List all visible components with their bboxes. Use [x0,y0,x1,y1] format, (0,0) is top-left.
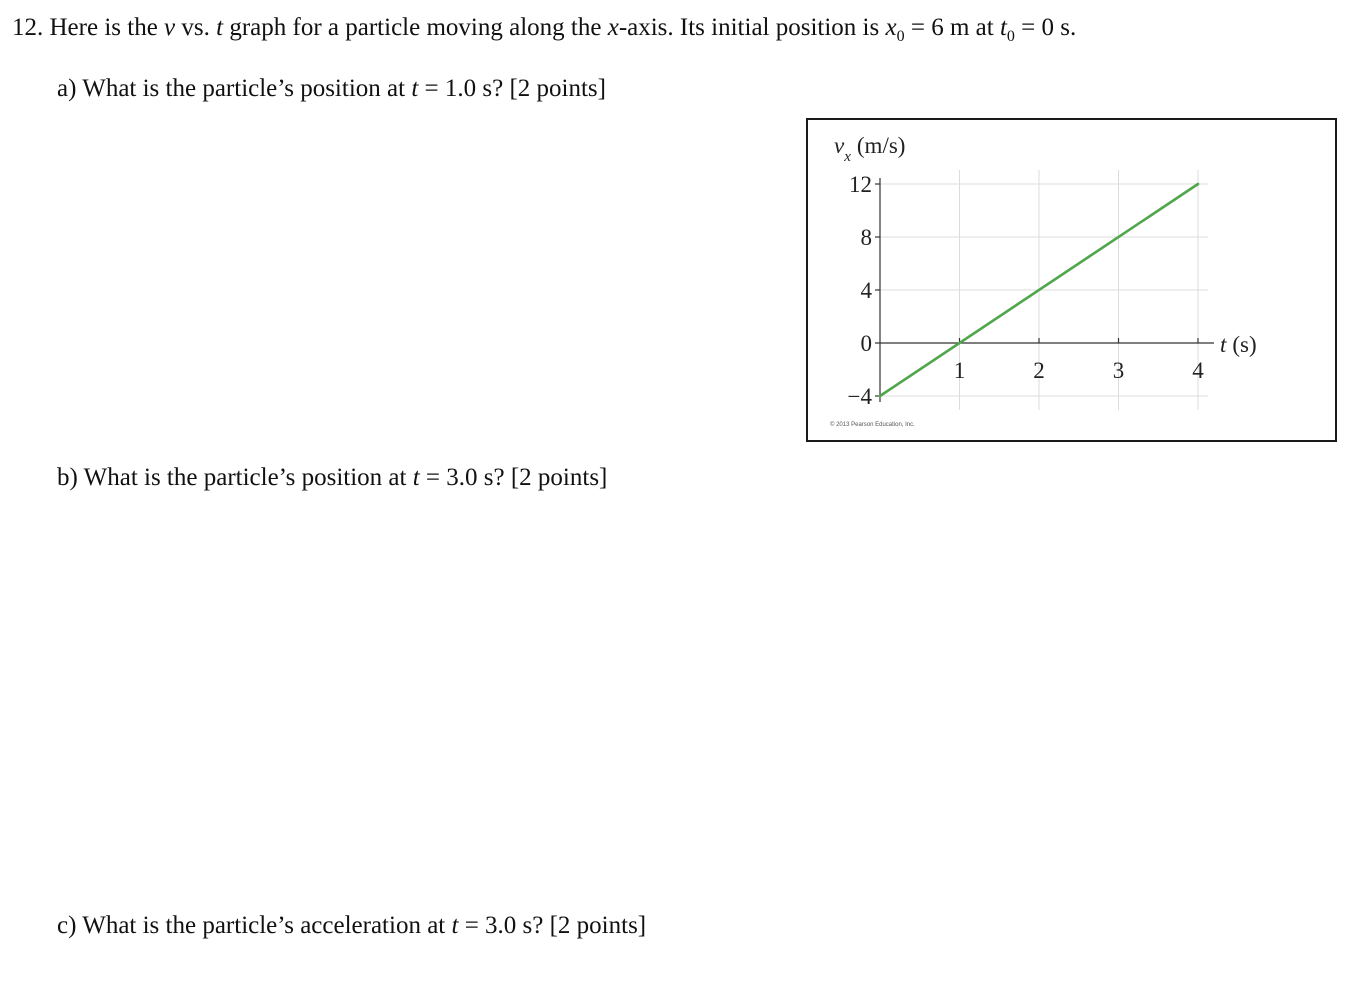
x-tick-label: 2 [1033,358,1045,383]
part-c-question [57,912,646,940]
var-x: x [607,14,619,41]
part-c-text-end: = 3.0 s? [2 points] [458,912,647,939]
vt-graph-figure [806,118,1337,442]
x-axis-var: t [1220,332,1227,357]
question-text-4: -axis. Its initial position is [618,14,886,41]
question-text-5: = 6 m at [904,14,1000,41]
y-tick-label: 4 [860,278,872,303]
x0-subscript: 0 [896,28,905,45]
question-number: 12. [12,14,44,41]
part-a-var: t [411,75,419,102]
y-tick-label: 12 [849,172,872,197]
x-tick-label: 4 [1192,358,1204,383]
question-text-1: Here is the [49,14,165,41]
y-axis-label [834,133,905,165]
part-b-question [57,464,607,492]
y-axis-sub: x [844,149,851,165]
part-b-var: t [412,464,420,491]
question-text-6: = 0 s. [1014,14,1077,41]
question-text-2: vs. [175,14,217,41]
part-a-text-end: = 1.0 s? [2 points] [418,75,606,102]
copyright-credit: © 2013 Pearson Education, Inc. [830,422,915,428]
part-c-text: c) What is the particle’s acceleration at [57,912,452,939]
part-c-var: t [451,912,459,939]
y-tick-label: 0 [860,331,872,356]
part-a-question [57,75,606,103]
t0-symbol: t [999,14,1007,41]
x0-symbol: x [885,14,897,41]
question-header [12,14,1076,46]
x-tick-label: 1 [953,358,966,383]
part-b-text-end: = 3.0 s? [2 points] [419,464,608,491]
var-v: v [164,14,176,41]
var-t: t [216,14,224,41]
part-b-text: b) What is the particle’s position at [57,464,413,491]
y-tick-label: −4 [847,384,872,409]
y-axis-var: v [834,133,845,158]
part-a-text: a) What is the particle’s position at [57,75,412,102]
y-axis-unit: (m/s) [856,133,906,158]
x-tick-label: 3 [1112,358,1125,383]
x-axis-unit: (s) [1232,332,1257,357]
t0-subscript: 0 [1006,28,1015,45]
vt-graph-svg [808,120,1339,444]
question-text-3: graph for a particle moving along the [223,14,608,41]
x-axis-label [1220,332,1257,357]
y-tick-label: 8 [860,225,872,250]
